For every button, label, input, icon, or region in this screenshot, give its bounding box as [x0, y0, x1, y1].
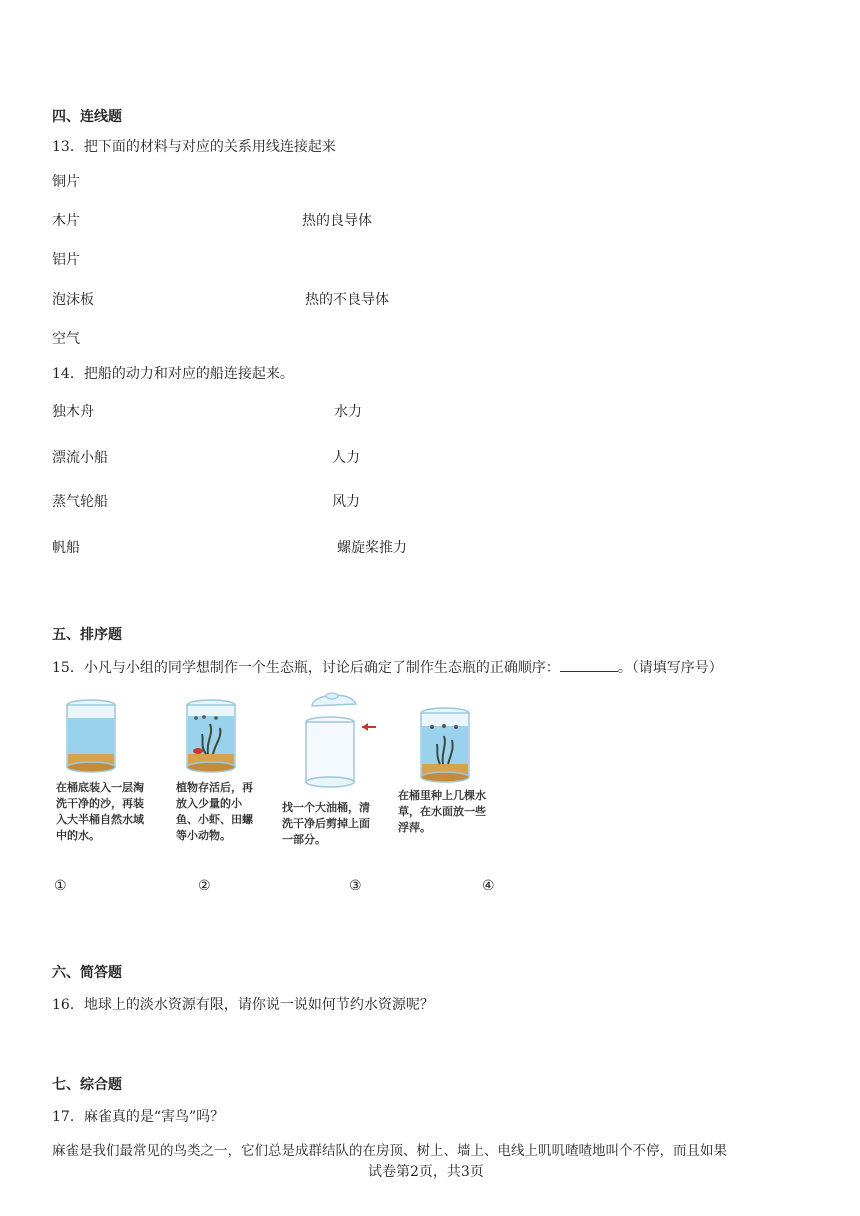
q14-boat-1: 独木舟 — [52, 404, 94, 420]
q14-boat-4: 帆船 — [52, 540, 80, 556]
q13-material-2: 木片 — [52, 213, 80, 229]
section-6-title: 六、简答题 — [52, 965, 122, 981]
figure-label-2: ② — [198, 878, 211, 894]
q14-power-1: 水力 — [334, 404, 362, 420]
question-17: 17．麻雀真的是“害鸟”吗？ — [52, 1109, 225, 1125]
figure-2-jar-with-animals — [176, 696, 246, 774]
question-13: 13．把下面的材料与对应的关系用线连接起来 — [52, 139, 336, 155]
q17-paragraph: 麻雀是我们最常见的鸟类之一，它们总是成群结队的在房顶、树上、墙上、电线上叽叽喳喳地叫个不停，而且如果 — [52, 1143, 727, 1159]
section-7-title: 七、综合题 — [52, 1077, 122, 1093]
q13-relation-2: 热的不良导体 — [305, 292, 389, 308]
q14-power-4: 螺旋桨推力 — [337, 540, 407, 556]
section-4-title: 四、连线题 — [52, 109, 122, 125]
figure-1-caption: 在桶底装入一层淘洗干净的沙，再装入大半桶自然水域中的水。 — [56, 781, 144, 842]
q13-relation-1: 热的良导体 — [302, 213, 372, 229]
q14-power-3: 风力 — [332, 494, 360, 510]
answer-blank[interactable] — [560, 657, 618, 672]
q14-boat-2: 漂流小船 — [52, 450, 108, 466]
q13-material-1: 铜片 — [52, 174, 80, 190]
q15-text: 15．小凡与小组的同学想制作一个生态瓶，讨论后确定了制作生态瓶的正确顺序： — [52, 660, 560, 676]
figure-2-caption: 植物存活后，再放入少量的小鱼、小虾、田螺等小动物。 — [176, 781, 253, 842]
figure-label-4: ④ — [482, 878, 495, 894]
figure-4-jar-with-plants — [410, 704, 480, 784]
figure-label-3: ③ — [349, 878, 362, 894]
figure-1-jar-with-sand — [56, 696, 126, 774]
q13-material-5: 空气 — [52, 331, 80, 347]
section-5-title: 五、排序题 — [52, 627, 122, 643]
figure-3-caption: 找一个大油桶，清洗干净后剪掉上面一部分。 — [282, 801, 370, 846]
page-footer: 试卷第2页，共3页 — [368, 1164, 484, 1180]
q15-text-end: 。（请填写序号） — [617, 660, 723, 676]
question-14: 14．把船的动力和对应的船连接起来。 — [52, 366, 294, 382]
question-15 — [52, 657, 723, 678]
q13-material-4: 泡沫板 — [52, 292, 94, 308]
question-16: 16．地球上的淡水资源有限，请你说一说如何节约水资源呢？ — [52, 997, 434, 1013]
figure-4-caption: 在桶里种上几棵水草，在水面放一些浮萍。 — [398, 789, 486, 834]
q13-material-3: 铝片 — [52, 252, 80, 268]
figure-label-1: ① — [54, 878, 67, 894]
figure-3-cut-bucket — [290, 690, 380, 794]
q14-boat-3: 蒸气轮船 — [52, 494, 108, 510]
q14-power-2: 人力 — [332, 450, 360, 466]
